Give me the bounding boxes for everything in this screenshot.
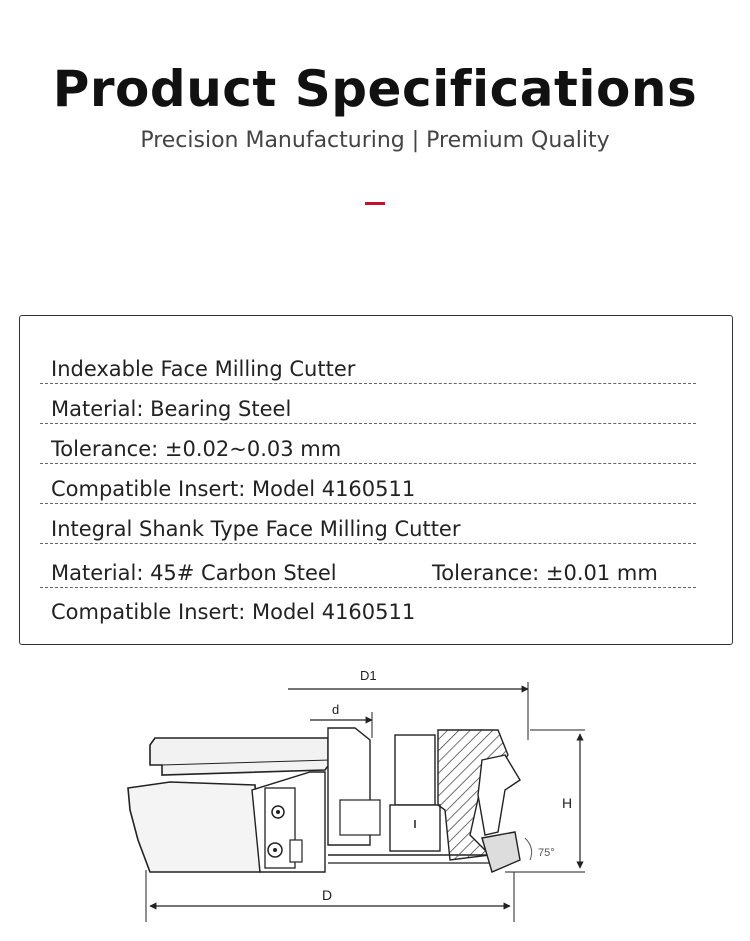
spec-text: Indexable Face Milling Cutter (51, 357, 356, 381)
spec-row-material-2 (40, 548, 696, 588)
spec-row-tolerance-1 (40, 424, 696, 464)
spec-text: Compatible Insert: Model 4160511 (51, 600, 416, 624)
spec-row-material-1 (40, 384, 696, 424)
dim-big-d-label: D (322, 887, 333, 903)
dim-h-label: H (562, 795, 573, 811)
page-title: Product Specifications (52, 60, 698, 118)
dim-d1-label: D1 (360, 668, 377, 683)
spec-text: Integral Shank Type Face Milling Cutter (51, 517, 461, 541)
spec-text: Material: Bearing Steel (51, 397, 292, 421)
dim-d-label: d (332, 702, 340, 717)
spec-row-product-2 (40, 504, 696, 544)
spec-text-right: Tolerance: ±0.01 mm (432, 561, 658, 585)
spec-row-insert-1 (40, 464, 696, 504)
spec-row-insert-2 (40, 586, 696, 626)
angle-label: 75° (538, 847, 555, 859)
milling-cutter-drawing (110, 660, 610, 930)
spec-text: Material: 45# Carbon Steel (51, 561, 337, 585)
page-subtitle: Precision Manufacturing | Premium Quality (140, 128, 610, 153)
spec-row-product-1 (40, 344, 696, 384)
accent-divider (365, 202, 385, 205)
spec-box (19, 315, 733, 645)
spec-text: Tolerance: ±0.02~0.03 mm (51, 437, 342, 461)
spec-text: Compatible Insert: Model 4160511 (51, 477, 416, 501)
